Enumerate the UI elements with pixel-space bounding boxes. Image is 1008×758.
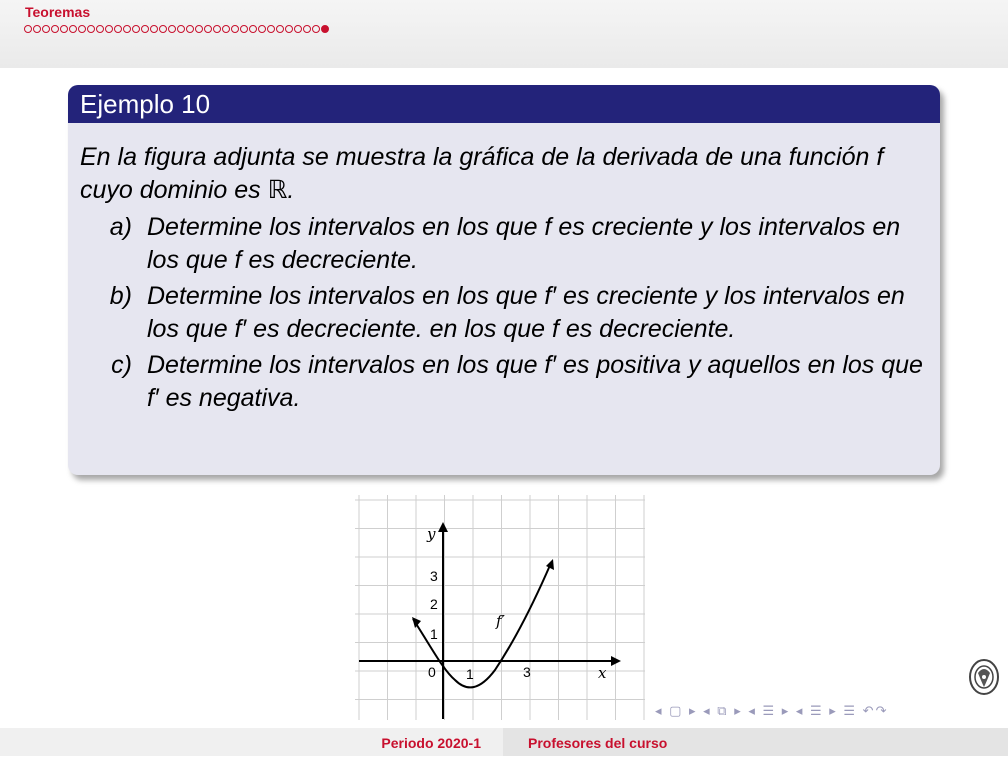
nav-dot[interactable]: [240, 25, 248, 33]
nav-dot[interactable]: [186, 25, 194, 33]
list-item-label: c): [111, 351, 132, 379]
nav-dot[interactable]: [42, 25, 50, 33]
y-tick-label: 1: [430, 626, 438, 642]
footer-authors: Profesores del curso: [503, 728, 1008, 756]
nav-dot[interactable]: [24, 25, 32, 33]
nav-dot[interactable]: [204, 25, 212, 33]
nav-dot[interactable]: [69, 25, 77, 33]
nav-dot[interactable]: [78, 25, 86, 33]
nav-dot[interactable]: [141, 25, 149, 33]
nav-dot[interactable]: [150, 25, 158, 33]
nav-dot[interactable]: [114, 25, 122, 33]
nav-dot[interactable]: [177, 25, 185, 33]
footer-bar: [0, 728, 1008, 756]
nav-dot[interactable]: [123, 25, 131, 33]
example-body: [68, 123, 940, 415]
nav-dot[interactable]: [159, 25, 167, 33]
example-block: [68, 85, 940, 475]
y-axis-label: y: [427, 525, 436, 543]
nav-dot[interactable]: [231, 25, 239, 33]
nav-dot[interactable]: [294, 25, 302, 33]
nav-dot[interactable]: [195, 25, 203, 33]
curve-right-arrow: [546, 559, 554, 570]
nav-dot[interactable]: [105, 25, 113, 33]
list-item: [80, 280, 928, 346]
nav-dot[interactable]: [249, 25, 257, 33]
beamer-navigation-icons[interactable]: ◂ ▢ ▸ ◂ ⧉ ▸ ◂ ☰ ▸ ◂ ☰ ▸ ☰ ↶↷: [655, 703, 889, 718]
slide-navigation-dots: [24, 25, 329, 33]
curve-label: f′: [496, 612, 505, 630]
list-item-text: Determine los intervalos en los que f′ es creciente y los intervalos en los que f′ es decreciente. en los que f es decreciente.: [147, 282, 905, 343]
nav-dot[interactable]: [96, 25, 104, 33]
nav-dot[interactable]: [258, 25, 266, 33]
x-axis-label: x: [598, 664, 607, 682]
nav-dot[interactable]: [87, 25, 95, 33]
example-intro: En la figura adjunta se muestra la gráfica de la derivada de una función f cuyo dominio es ℝ.: [80, 143, 884, 204]
list-item: [80, 211, 928, 277]
y-tick-label: 3: [430, 568, 438, 584]
nav-dot[interactable]: [213, 25, 221, 33]
nav-dot[interactable]: [60, 25, 68, 33]
nav-dot[interactable]: [321, 25, 329, 33]
nav-dot[interactable]: [312, 25, 320, 33]
list-item-label: b): [109, 282, 132, 310]
list-item-label: a): [109, 213, 132, 241]
grid: [355, 495, 645, 720]
y-axis-arrow: [438, 522, 448, 532]
nav-dot[interactable]: [303, 25, 311, 33]
nav-dot[interactable]: [132, 25, 140, 33]
nav-dot[interactable]: [276, 25, 284, 33]
list-item-text: Determine los intervalos en los que f′ es positiva y aquellos en los que f′ es negativa.: [147, 351, 923, 412]
nav-dot[interactable]: [51, 25, 59, 33]
list-item-text: Determine los intervalos en los que f es creciente y los intervalos en los que f es decreciente.: [147, 213, 901, 274]
header-bar: [0, 0, 1008, 68]
origin-label: 0: [428, 664, 436, 680]
nav-dot[interactable]: [285, 25, 293, 33]
derivative-graph: [355, 495, 650, 720]
section-title[interactable]: Teoremas: [25, 4, 91, 20]
x-tick-label: 3: [523, 664, 531, 680]
footer-period: Periodo 2020-1: [0, 728, 503, 756]
x-tick-label: 1: [466, 666, 474, 682]
derivative-graph-figure: [355, 495, 650, 720]
nav-dot[interactable]: [267, 25, 275, 33]
nav-dot[interactable]: [33, 25, 41, 33]
nav-dot[interactable]: [222, 25, 230, 33]
nav-dot[interactable]: [168, 25, 176, 33]
list-item: [80, 349, 928, 415]
university-seal-logo: [968, 657, 1000, 699]
y-tick-label: 2: [430, 596, 438, 612]
example-title: Ejemplo 10: [68, 85, 940, 123]
